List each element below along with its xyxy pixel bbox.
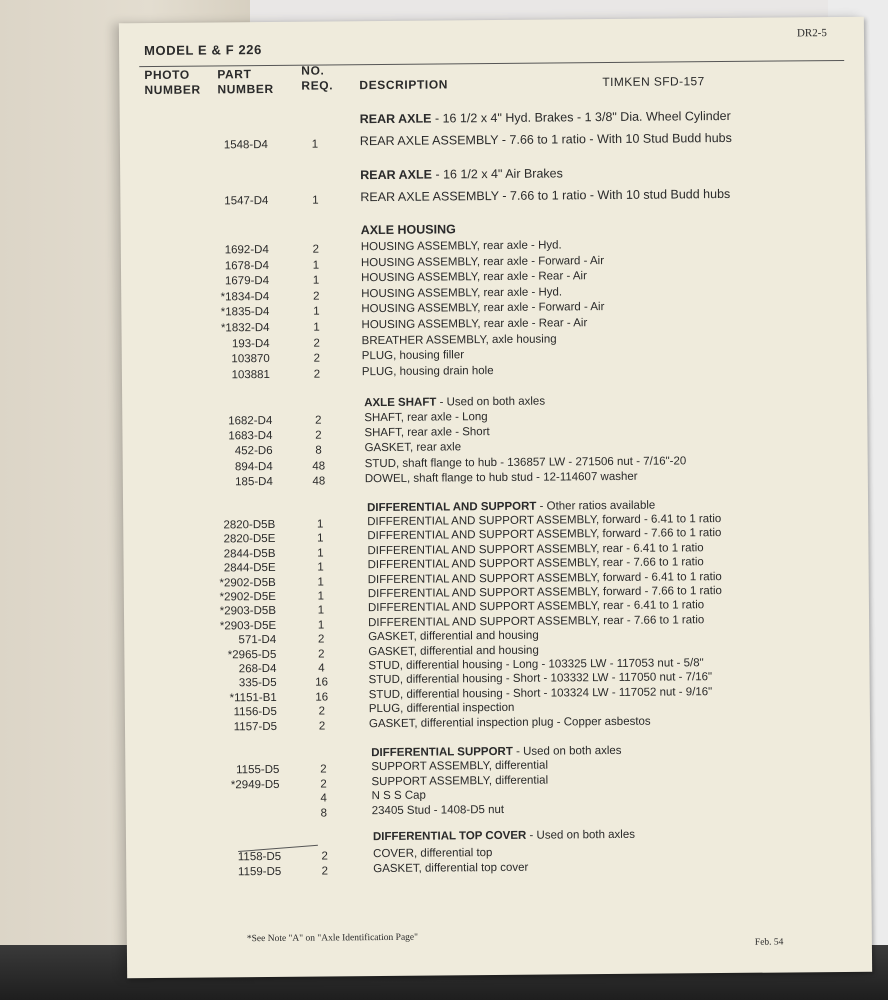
part-number: 1155-D5 bbox=[236, 763, 280, 777]
description: HOUSING ASSEMBLY, rear axle - Forward - Air bbox=[360, 254, 605, 269]
qty-required: 2 bbox=[320, 763, 327, 776]
part-number: 1683-D4 bbox=[228, 430, 273, 443]
description: PLUG, housing filler bbox=[361, 349, 465, 363]
qty-required: 4 bbox=[318, 662, 325, 675]
part-number: *2902-D5B bbox=[219, 576, 276, 590]
qty-required: 2 bbox=[315, 429, 322, 442]
col-photo-line1: PHOTO bbox=[144, 67, 190, 83]
description: SHAFT, rear axle - Long bbox=[364, 411, 488, 425]
description: DIFFERENTIAL AND SUPPORT ASSEMBLY, forward - 7.66 to 1 ratio bbox=[367, 585, 722, 601]
qty-required: 48 bbox=[312, 475, 326, 488]
part-number: *2949-D5 bbox=[230, 778, 280, 791]
description: COVER, differential top bbox=[373, 847, 493, 861]
qty-required: 1 bbox=[317, 547, 324, 560]
footnote: *See Note "A" on "Axle Identification Page" bbox=[246, 932, 419, 945]
qty-required: 2 bbox=[318, 648, 325, 661]
part-number: 103870 bbox=[231, 353, 270, 366]
qty-required: 1 bbox=[312, 259, 320, 272]
description: SUPPORT ASSEMBLY, differential bbox=[371, 774, 549, 788]
qty-required: 2 bbox=[321, 850, 328, 863]
qty-required: 8 bbox=[320, 807, 328, 820]
part-number: 1548-D4 bbox=[223, 138, 268, 152]
part-number: 2820-D5B bbox=[223, 518, 276, 532]
part-number: *1835-D4 bbox=[220, 306, 270, 319]
catalog-page bbox=[119, 17, 872, 978]
description: STUD, differential housing - Short - 103324 LW - 117052 nut - 9/16" bbox=[368, 685, 713, 701]
qty-required: 2 bbox=[317, 633, 325, 646]
section-heading: REAR AXLE - 16 1/2 x 4" Hyd. Brakes - 1 3/8" Dia. Wheel Cylinder bbox=[359, 108, 731, 127]
part-number: *1834-D4 bbox=[220, 290, 270, 304]
description: PLUG, housing drain hole bbox=[361, 364, 494, 378]
description: GASKET, differential inspection plug - Copper asbestos bbox=[368, 715, 651, 730]
section-heading: DIFFERENTIAL TOP COVER - Used on both axles bbox=[372, 828, 636, 844]
part-number: 193-D4 bbox=[231, 337, 270, 350]
description: SUPPORT ASSEMBLY, differential bbox=[371, 759, 549, 774]
qty-required: 1 bbox=[311, 138, 319, 151]
qty-required: 2 bbox=[315, 414, 322, 427]
col-no-line2: REQ. bbox=[301, 78, 334, 93]
part-number: *2965-D5 bbox=[227, 648, 277, 661]
qty-required: 2 bbox=[313, 337, 320, 350]
description: DIFFERENTIAL AND SUPPORT ASSEMBLY, rear - 6.41 to 1 ratio bbox=[367, 599, 705, 615]
qty-required: 2 bbox=[318, 720, 326, 733]
description: PLUG, differential inspection bbox=[368, 702, 515, 716]
description: DIFFERENTIAL AND SUPPORT ASSEMBLY, forward - 6.41 to 1 ratio bbox=[367, 513, 722, 529]
qty-required: 1 bbox=[312, 194, 319, 207]
part-number: 185-D4 bbox=[235, 475, 273, 489]
part-number: *2903-D5B bbox=[219, 605, 277, 618]
part-number bbox=[190, 793, 280, 794]
qty-required: 2 bbox=[321, 865, 329, 878]
description: HOUSING ASSEMBLY, rear axle - Forward - Air bbox=[361, 301, 605, 316]
part-number: 1679-D4 bbox=[224, 275, 270, 288]
part-number: 2820-D5E bbox=[223, 533, 276, 546]
col-photo-line2: NUMBER bbox=[144, 82, 201, 98]
qty-required: 1 bbox=[312, 274, 320, 287]
description: HOUSING ASSEMBLY, rear axle - Rear - Air bbox=[361, 317, 588, 332]
qty-required: 1 bbox=[317, 561, 324, 574]
col-no-line1: NO. bbox=[301, 63, 325, 78]
description: BREATHER ASSEMBLY, axle housing bbox=[361, 333, 557, 347]
description: GASKET, rear axle bbox=[364, 441, 462, 455]
qty-required: 1 bbox=[317, 532, 324, 545]
qty-required: 1 bbox=[313, 321, 320, 334]
part-number: 1682-D4 bbox=[228, 414, 273, 428]
description: DIFFERENTIAL AND SUPPORT ASSEMBLY, rear - 7.66 to 1 ratio bbox=[368, 613, 705, 629]
description: STUD, shaft flange to hub - 136857 LW - 271506 nut - 7/16"-20 bbox=[364, 454, 687, 470]
qty-required: 1 bbox=[313, 305, 320, 318]
description: N S S Cap bbox=[371, 789, 426, 803]
qty-required: 2 bbox=[318, 705, 326, 718]
page-code: DR2-5 bbox=[796, 27, 827, 40]
description: DOWEL, shaft flange to hub stud - 12-114607 washer bbox=[364, 470, 638, 485]
part-number bbox=[190, 808, 280, 809]
part-number: 103881 bbox=[231, 368, 270, 382]
part-number: 268-D4 bbox=[238, 662, 277, 676]
description: DIFFERENTIAL AND SUPPORT ASSEMBLY, forward - 6.41 to 1 ratio bbox=[367, 570, 722, 586]
qty-required: 1 bbox=[317, 590, 325, 603]
qty-required: 1 bbox=[317, 619, 325, 632]
part-number: 1159-D5 bbox=[237, 865, 282, 878]
part-number: 335-D5 bbox=[238, 677, 277, 690]
description: DIFFERENTIAL AND SUPPORT ASSEMBLY, rear - 7.66 to 1 ratio bbox=[367, 556, 704, 572]
qty-required: 2 bbox=[320, 778, 327, 791]
part-number: 1156-D5 bbox=[233, 706, 277, 719]
part-number: 1158-D5 bbox=[237, 850, 282, 864]
part-number: 1678-D4 bbox=[224, 259, 270, 272]
qty-required: 2 bbox=[313, 352, 321, 365]
part-number: 452-D6 bbox=[234, 445, 273, 458]
part-number: 894-D4 bbox=[234, 460, 273, 473]
part-number: 571-D4 bbox=[238, 634, 277, 647]
section-heading: AXLE HOUSING bbox=[360, 222, 456, 238]
part-number: 1547-D4 bbox=[224, 194, 269, 208]
description: REAR AXLE ASSEMBLY - 7.66 to 1 ratio - With 10 stud Budd hubs bbox=[360, 186, 731, 205]
section-heading: AXLE SHAFT - Used on both axles bbox=[364, 395, 546, 410]
qty-required: 2 bbox=[313, 368, 321, 381]
col-part-line1: PART bbox=[217, 67, 252, 82]
part-number: 1157-D5 bbox=[233, 720, 278, 733]
description: STUD, differential housing - Long - 103325 LW - 117053 nut - 5/8" bbox=[368, 657, 704, 673]
description: HOUSING ASSEMBLY, rear axle - Hyd. bbox=[361, 286, 563, 300]
qty-required: 48 bbox=[312, 460, 326, 473]
part-number: *2903-D5E bbox=[219, 619, 277, 633]
part-number: 2844-D5B bbox=[223, 547, 276, 561]
part-number: 2844-D5E bbox=[223, 562, 276, 575]
qty-required: 2 bbox=[312, 290, 320, 303]
description: HOUSING ASSEMBLY, rear axle - Rear - Air bbox=[361, 270, 587, 285]
header-rule bbox=[139, 60, 844, 67]
part-number: *1151-B1 bbox=[229, 691, 277, 705]
qty-required: 16 bbox=[315, 691, 329, 704]
description: 23405 Stud - 1408-D5 nut bbox=[371, 803, 505, 817]
section-heading: DIFFERENTIAL SUPPORT - Used on both axles bbox=[371, 744, 622, 760]
description: GASKET, differential top cover bbox=[373, 861, 529, 875]
qty-required: 16 bbox=[315, 676, 329, 689]
description: GASKET, differential and housing bbox=[368, 629, 539, 644]
brand-label: TIMKEN SFD-157 bbox=[602, 74, 705, 90]
section-heading: REAR AXLE - 16 1/2 x 4" Air Brakes bbox=[360, 166, 563, 183]
description: DIFFERENTIAL AND SUPPORT ASSEMBLY, rear - 6.41 to 1 ratio bbox=[367, 541, 704, 557]
page-date: Feb. 54 bbox=[754, 937, 784, 948]
qty-required: 1 bbox=[317, 604, 325, 617]
qty-required: 4 bbox=[320, 792, 327, 805]
description: DIFFERENTIAL AND SUPPORT ASSEMBLY, forward - 7.66 to 1 ratio bbox=[367, 527, 722, 543]
description: REAR AXLE ASSEMBLY - 7.66 to 1 ratio - With 10 Stud Budd hubs bbox=[359, 130, 732, 149]
qty-required: 1 bbox=[317, 576, 324, 589]
qty-required: 8 bbox=[315, 444, 322, 457]
model-title: MODEL E & F 226 bbox=[144, 42, 262, 59]
description: HOUSING ASSEMBLY, rear axle - Hyd. bbox=[360, 239, 562, 254]
section-heading: DIFFERENTIAL AND SUPPORT - Other ratios available bbox=[367, 499, 656, 515]
col-description: DESCRIPTION bbox=[359, 77, 449, 93]
qty-required: 2 bbox=[312, 243, 320, 256]
col-part-line2: NUMBER bbox=[217, 81, 274, 97]
part-number: *1832-D4 bbox=[220, 321, 270, 335]
description: STUD, differential housing - Short - 103332 LW - 117050 nut - 7/16" bbox=[368, 671, 713, 687]
description: GASKET, differential and housing bbox=[368, 644, 539, 658]
part-number: 1692-D4 bbox=[224, 243, 269, 257]
description: SHAFT, rear axle - Short bbox=[364, 426, 490, 440]
part-number: *2902-D5E bbox=[219, 590, 276, 604]
qty-required: 1 bbox=[316, 518, 324, 531]
